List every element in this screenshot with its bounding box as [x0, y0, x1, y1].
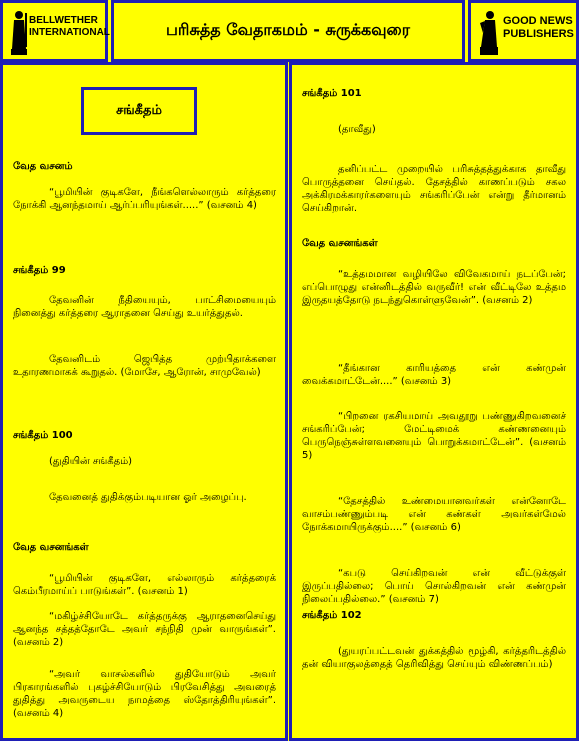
section-heading: சங்கீதம் 101: [302, 88, 362, 99]
title-box: [111, 0, 465, 62]
verse-paragraph: “தீங்கான காரியத்தை என் கண்முன் வைக்கமாட்டேன்....” (வசனம் 3): [302, 363, 566, 387]
section-heading: சங்கீதம் 100: [13, 430, 73, 441]
bellwether-logo: [0, 0, 108, 62]
section-heading: சங்கீதம் 102: [302, 610, 362, 621]
section-heading: சங்கீதம் 99: [13, 265, 66, 276]
book-title: சங்கீதம்: [81, 87, 197, 135]
summary-paragraph: தனிப்பட்ட முறையில் பரிசுத்தத்துக்காக தாவீது பொருத்தனை செய்தல். தேசத்தில் காணப்படும் சகல அக்கிரமக்காரர்களையும் சங்கரிப்பேன் என்று தீர்மானம் செய்கிறான்.: [302, 164, 566, 214]
verse-paragraph: “பூமியின் குடிகளே, எல்லாரும் கர்த்தரைக் கெம்பீரமாய்ப் பாடுங்கள்”. (வசனம் 1): [13, 573, 276, 597]
page-title: பரிசுத்த வேதாகமம் - சுருக்கவுரை: [166, 20, 410, 39]
section-heading: வேத வசனங்கள்: [302, 238, 378, 249]
summary-paragraph: தேவனின் நீதியையும், பாட்சிமையையும் நினைத்து கர்த்தரை ஆராதனை செய்து உயர்த்துதல்.: [13, 295, 276, 319]
section-heading: வேத வசனங்கள்: [13, 542, 89, 553]
logo-left-line1: BELLWETHER: [29, 15, 98, 26]
verse-paragraph: “பூமியின் குடிகளே, நீங்களெல்லாரும் கர்த்தரை நோக்கி ஆனந்தமாய் ஆர்ப்பரியுங்கள்.....” (வசனம் 4): [13, 187, 276, 211]
right-column: [289, 62, 579, 741]
summary-paragraph: தேவனைத் துதிக்கும்படியான ஓர் அழைப்பு.: [49, 492, 247, 503]
shepherd-figure-icon: [9, 9, 29, 57]
verse-paragraph: “கபடு செய்கிறவன் என் வீட்டுக்குள் இருப்பதில்லை; பொய் சொல்கிறவன் என் கண்முன் நிலைப்பதில்லை.” (வசனம் 7): [302, 568, 566, 605]
section-heading: வேத வசனம்: [13, 161, 73, 172]
good-news-logo: [468, 0, 579, 62]
section-subtitle: (துதியின் சங்கீதம்): [49, 456, 133, 467]
verse-paragraph: “பிறனை ரகசியமாய் அவதூறு பண்ணுகிறவனைச் சங்கரிப்பேன்; மேட்டிமைக் கண்ணனையும் பெருநெஞ்சுள்ளவனையும் பொறுக்கமாட்டேன்”. (வசனம் 5): [302, 411, 566, 461]
logo-left-line2: INTERNATIONAL: [29, 27, 110, 38]
verse-paragraph: “அவர் வாசல்களில் துதியோடும் அவர் பிரகாரங்களில் புகழ்ச்சியோடும் பிரவேசித்து அவரைத் துதித்து அவருடைய நாமத்தை ஸ்தோத்திரியுங்கள்”. (வசனம் 4): [13, 669, 276, 719]
verse-paragraph: “உத்தமமான வழியிலே விவேகமாய் நடப்பேன்; எப்பொழுது என்னிடத்தில் வருவீர்! என் வீட்டிலே உத்தம இருதயத்தோடு நடந்துகொள்ளுவேன்”. (வசனம் 2): [302, 269, 566, 306]
summary-paragraph: தேவனிடம் ஜெபித்த முற்பிதாக்களை உதாரணமாகக் கூறுதல். (மோசே, ஆரோன், சாமுவேல்): [13, 354, 276, 378]
section-subtitle: (தாவீது): [338, 124, 376, 135]
runner-figure-icon: [477, 9, 501, 57]
logo-right-line1: GOOD NEWS: [503, 15, 573, 27]
verse-paragraph: “தேசத்தில் உண்மையானவர்கள் என்னோடே வாசம்பண்ணும்படி என் கண்கள் அவர்கள்மேல் நோக்கமாயிருக்கும்....” (வசனம் 6): [302, 496, 566, 533]
left-column: [0, 62, 288, 741]
good-news-logo-text: [503, 15, 579, 41]
verse-paragraph: “மகிழ்ச்சியோடே கர்த்தருக்கு ஆராதனைசெய்து ஆனந்த சத்தத்தோடே அவர் சந்நிதி முன் வாருங்கள்”. (வசனம் 2): [13, 611, 276, 648]
page-header: [0, 0, 579, 62]
bellwether-logo-text: [29, 15, 109, 39]
logo-right-line2: PUBLISHERS: [503, 28, 574, 40]
summary-paragraph: (துயரப்பட்டவன் துக்கத்தில் மூழ்கி, கர்த்தரிடத்தில் தன் வியாகுலத்தைத் தெரிவித்து செய்யும் விண்ணப்பம்): [302, 646, 566, 670]
